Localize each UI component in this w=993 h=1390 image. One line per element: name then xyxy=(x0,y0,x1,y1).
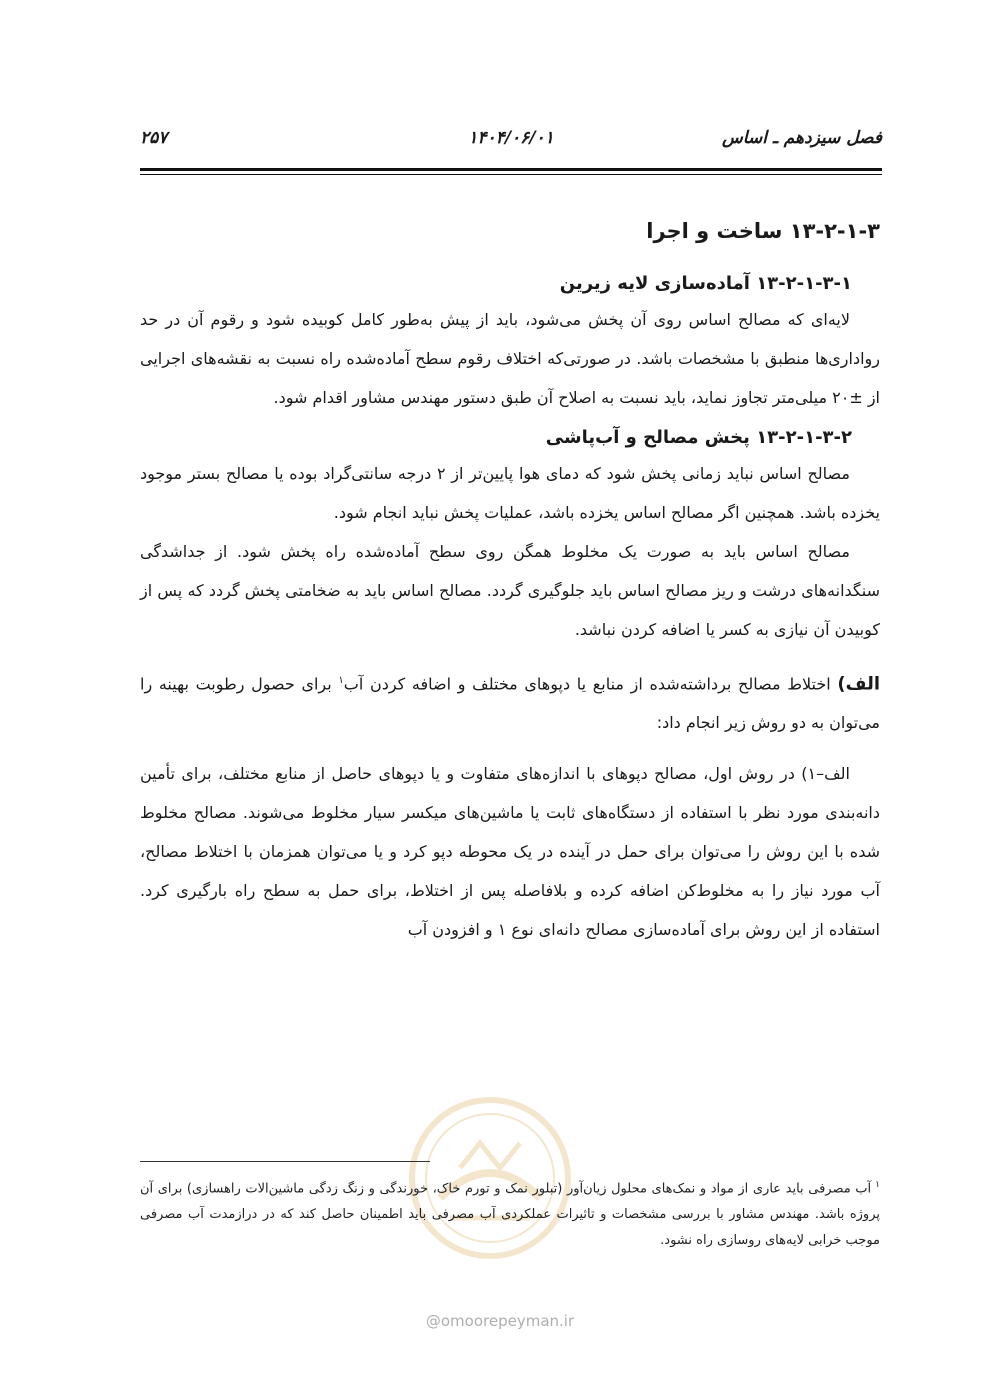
header-rule-thin xyxy=(140,174,882,175)
subsection-heading-2: ۱۳-۲-۱-۳-۲ پخش مصالح و آب‌پاشی xyxy=(545,427,852,448)
footnote xyxy=(140,1172,880,1254)
page-number: ۲۵۷ xyxy=(140,128,168,148)
paragraph-method-one: الف–۱) در روش اول، مصالح دپوهای با اندازه‌های متفاوت و یا دپوهای حاصل از منابع مختلف، برای تأمین دانه‌بندی مورد نظر با استفاده از دستگاه‌های ثابت یا ماشین‌های میکسر سیار مخلوط می‌شوند. مصالح مخلوط شده با این روش را می‌توان برای حمل در آینده در یک محوطه دپو کرد و یا می‌توان همزمان با اختلاط مصالح، آب مورد نیاز را به مخلوط‌کن اضافه کرده و بلافاصله پس از اختلاط، برای حمل به سطح راه بارگیری کرد. استفاده از این روش برای آماده‌سازی مصالح دانه‌ای نوع ۱ و افزودن آب xyxy=(140,764,880,940)
item-text-b: برای حصول رطوبت بهینه را می‌توان به دو روش زیر انجام داد: xyxy=(140,674,880,733)
page-content xyxy=(140,205,880,949)
section-heading: ۱۳-۲-۱-۳ ساخت و اجرا xyxy=(646,219,880,243)
watermark-url: @omoorepeyman.ir xyxy=(425,1312,575,1330)
subsection-heading-1: ۱۳-۲-۱-۳-۱ آماده‌سازی لایه زیرین xyxy=(559,273,852,294)
paragraph-spreading: مصالح اساس باید به صورت یک مخلوط همگن روی سطح آماده‌شده راه پخش شود. از جداشدگی سنگدانه‌های درشت و ریز مصالح اساس باید جلوگیری گردد. مصالح اساس باید به ضخامتی پخش گردد که پس از کوبیدن آن نیازی به کسر یا اضافه کردن نباشد. xyxy=(140,542,880,639)
item-label: الف) xyxy=(837,673,880,695)
footnote-text: آب مصرفی باید عاری از مواد و نمک‌های محلول زیان‌آور (تبلور نمک و تورم خاک، خورندگی و زنگ زدگی ماشین‌الات راهسازی) برای آن پروژه باشد. مهندس مشاور با بررسی مشخصات و تاثیرات عملکردی آب مصرفی باید اطمینان حاصل کند که در درازمدت آب مصرفی موجب خرابی لایه‌های روسازی راه نشود. xyxy=(140,1181,880,1249)
footnote-mark: ۱ xyxy=(875,1180,880,1190)
paragraph-base-prep: لایه‌ای که مصالح اساس روی آن پخش می‌شود، باید از پیش به‌طور کامل کوبیده شود و رقوم آن در حد رواداری‌ها منطبق با مشخصات باشد. در صورتی‌که اختلاف رقوم سطح آماده‌شده راه نسبت به نقشه‌های اجرایی از ±۲۰ میلی‌متر تجاوز نماید، باید نسبت به اصلاح آن طبق دستور مهندس مشاور اقدام شود. xyxy=(140,310,880,407)
footnote-separator xyxy=(140,1161,430,1162)
item-text-a: اختلاط مصالح برداشته‌شده از منابع یا دپوهای مختلف و اضافه کردن آب xyxy=(343,674,831,694)
page-header xyxy=(140,128,882,158)
item-alef xyxy=(140,661,880,742)
paragraph-temperature: مصالح اساس نباید زمانی پخش شود که دمای هوا پایین‌تر از ۲ درجه سانتی‌گراد بوده یا مصالح بستر موجود یخزده باشد. همچنین اگر مصالح اساس یخزده باشد، عملیات پخش نباید انجام شود. xyxy=(140,464,880,522)
chapter-title: فصل سیزدهم ـ اساس xyxy=(722,128,882,148)
footnote-reference[interactable]: ۱ xyxy=(338,675,344,686)
header-rule-thick xyxy=(140,168,882,171)
header-date: ۱۴۰۴/۰۶/۰۱ xyxy=(468,128,554,148)
